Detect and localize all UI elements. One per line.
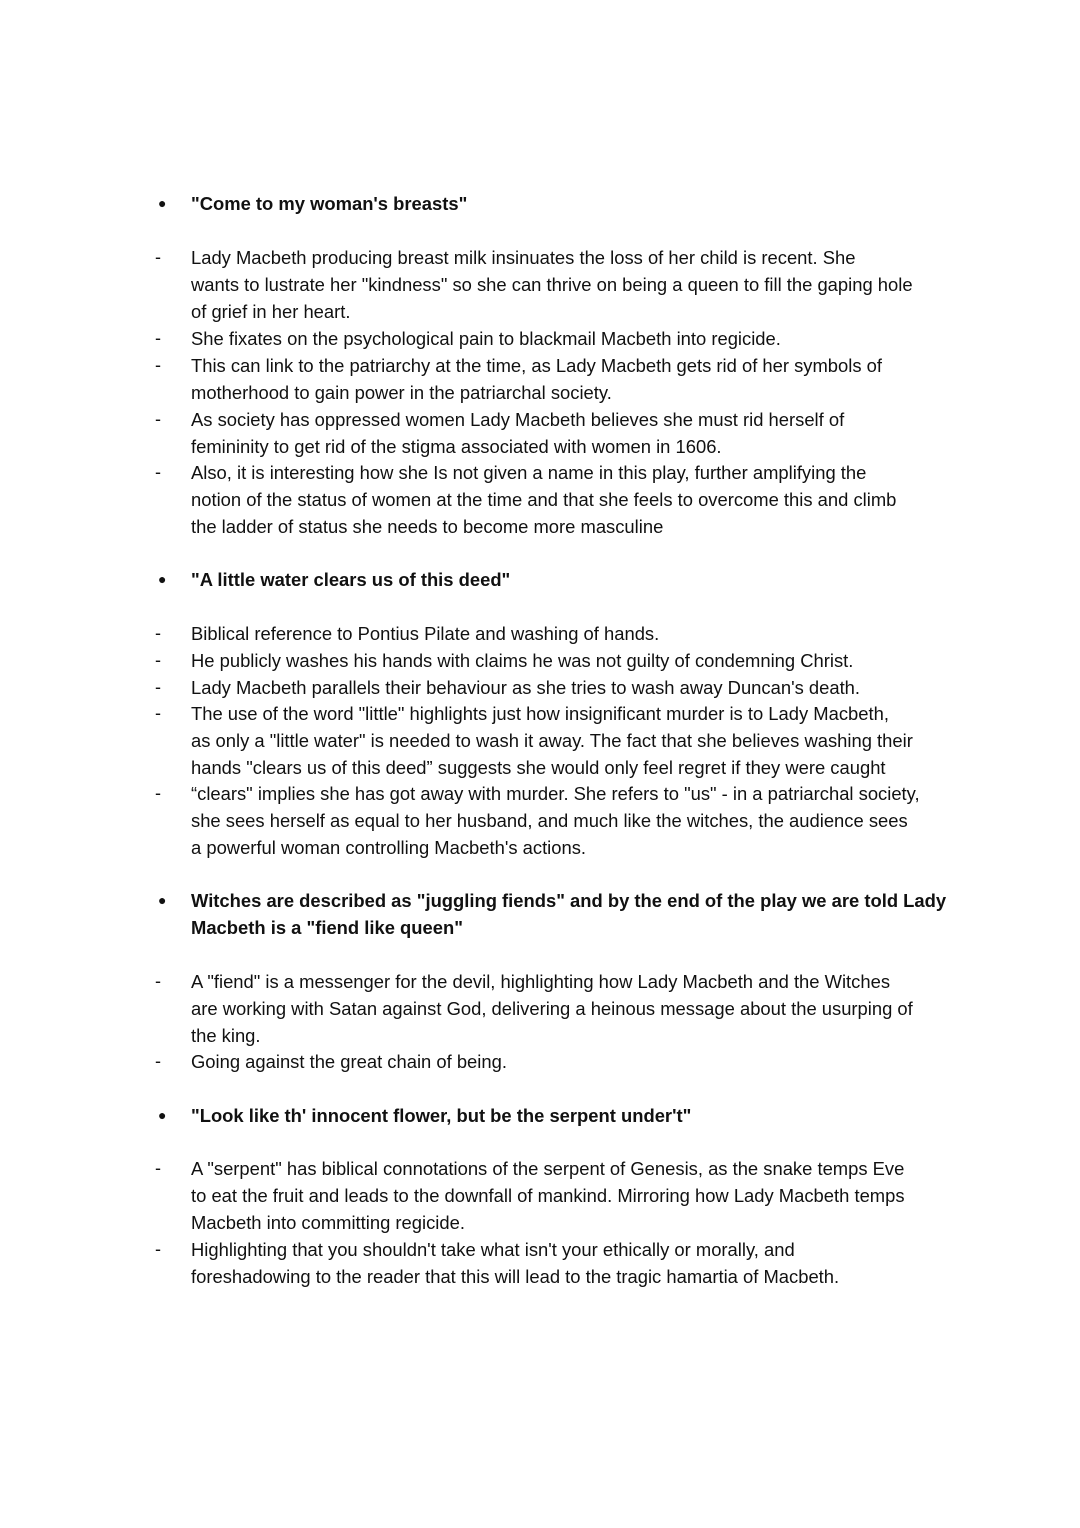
bullet-icon: ● xyxy=(158,1107,167,1123)
dash-icon: - xyxy=(155,462,161,482)
list-item-text: The use of the word "little" highlights just how insignificant murder is to Lady Macbeth, as only a "little water" is needed to wash it away. The fact that she believes washing their hands "clears us of this deed” suggests she would only feel regret if they were caught xyxy=(191,703,913,778)
dash-icon: - xyxy=(155,677,161,697)
section-heading: Witches are described as "juggling fiends" and by the end of the play we are told Lady Macbeth is a "fiend like queen" xyxy=(191,890,947,938)
list-item-text: Also, it is interesting how she Is not given a name in this play, further amplifying the notion of the status of women at the time and that she feels to overcome this and climb the ladder of status she needs to become more masculine xyxy=(191,462,897,537)
list-item-text: Lady Macbeth producing breast milk insinuates the loss of her child is recent. She wants to lustrate her "kindness" so she can thrive on being a queen to fill the gaping hole of grief in her heart. xyxy=(191,247,913,322)
section-heading: "Come to my woman's breasts" xyxy=(191,193,468,214)
list-item-text: A "serpent" has biblical connotations of the serpent of Genesis, as the snake temps Eve to eat the fruit and leads to the downfall of mankind. Mirroring how Lady Macbeth temps Macbeth into committing regicide. xyxy=(191,1158,905,1233)
section-heading: "Look like th' innocent flower, but be the serpent under't" xyxy=(191,1105,692,1126)
bullet-icon: ● xyxy=(158,892,167,908)
dash-icon: - xyxy=(155,1051,161,1071)
list-item-text: Highlighting that you shouldn't take what isn't your ethically or morally, and foreshadowing to the reader that this will lead to the tragic hamartia of Macbeth. xyxy=(191,1239,840,1287)
list-item-text: He publicly washes his hands with claims he was not guilty of condemning Christ. xyxy=(191,650,854,671)
dash-icon: - xyxy=(155,328,161,348)
dash-icon: - xyxy=(155,623,161,643)
dash-icon: - xyxy=(155,650,161,670)
list-item-text: Going against the great chain of being. xyxy=(191,1051,507,1072)
dash-icon: - xyxy=(155,703,161,723)
list-item-text: As society has oppressed women Lady Macbeth believes she must rid herself of femininity to get rid of the stigma associated with women in 1606. xyxy=(191,409,845,457)
bullet-icon: ● xyxy=(158,571,167,587)
list-item-text: A "fiend" is a messenger for the devil, highlighting how Lady Macbeth and the Witches are working with Satan against God, delivering a heinous message about the usurping of the king. xyxy=(191,971,913,1046)
bullet-icon: ● xyxy=(158,195,167,211)
dash-icon: - xyxy=(155,783,161,803)
dash-icon: - xyxy=(155,409,161,429)
dash-icon: - xyxy=(155,1158,161,1178)
list-item-text: “clears" implies she has got away with murder. She refers to "us" - in a patriarchal society, she sees herself as equal to her husband, and much like the witches, the audience sees a powerful woman controlling Macbeth's actions. xyxy=(191,783,920,858)
dash-icon: - xyxy=(155,971,161,991)
dash-icon: - xyxy=(155,355,161,375)
list-item-text: This can link to the patriarchy at the time, as Lady Macbeth gets rid of her symbols of motherhood to gain power in the patriarchal society. xyxy=(191,355,882,403)
list-item-text: Lady Macbeth parallels their behaviour as she tries to wash away Duncan's death. xyxy=(191,677,861,698)
section-heading: "A little water clears us of this deed" xyxy=(191,569,511,590)
dash-icon: - xyxy=(155,1239,161,1259)
list-item-text: Biblical reference to Pontius Pilate and washing of hands. xyxy=(191,623,660,644)
list-item-text: She fixates on the psychological pain to blackmail Macbeth into regicide. xyxy=(191,328,781,349)
dash-icon: - xyxy=(155,247,161,267)
